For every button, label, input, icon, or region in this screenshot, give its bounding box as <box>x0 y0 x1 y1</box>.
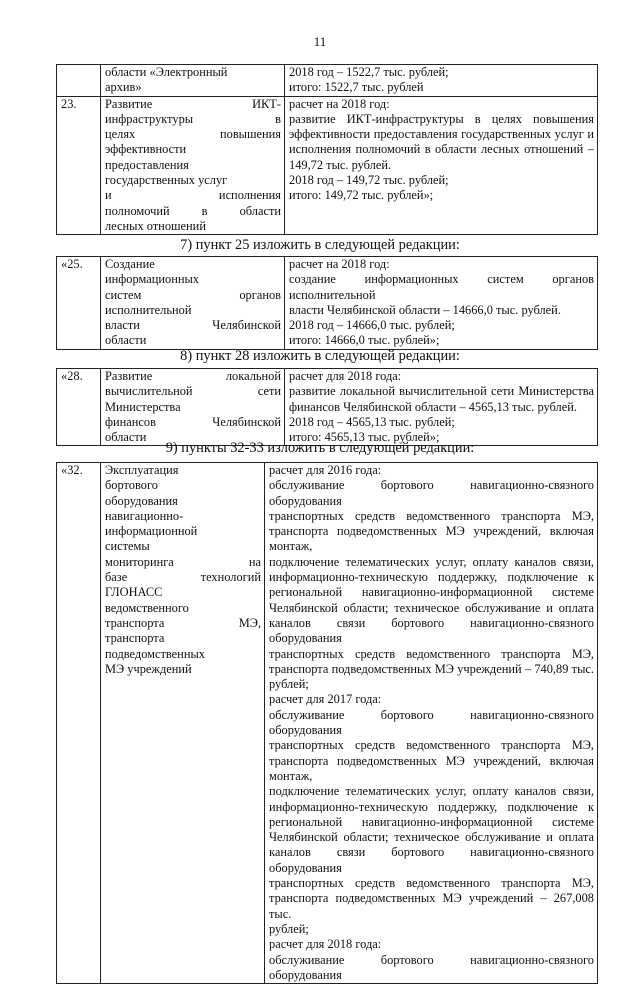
calculation-line: транспортных средств ведомственного транспорта МЭ, <box>269 738 594 753</box>
calculation-line: обслуживание бортового навигационно-связного оборудования <box>269 952 594 982</box>
table-section-prev <box>56 64 598 235</box>
name-line: исполнительной <box>105 302 192 317</box>
calculation-line: информационно-техническую поддержку, подключение к <box>269 570 594 585</box>
table-row <box>57 65 598 97</box>
calculation-line: итого: 14666,0 тыс. рублей»; <box>289 333 440 348</box>
table-row <box>57 463 598 984</box>
section-heading: 7) пункт 25 изложить в следующей редакции: <box>180 237 460 253</box>
item-calculation <box>285 257 598 350</box>
item-name <box>101 257 285 350</box>
item-name <box>101 369 285 446</box>
calculation-line: создание информационных систем органов исполнительной <box>289 272 594 302</box>
calculation-line: исполнения полномочий в области лесных отношений – <box>289 142 594 157</box>
calculation-line: транспорта подведомственных МЭ учреждений – 740,89 тыс. <box>269 661 594 676</box>
name-line: Министерства <box>105 399 181 414</box>
calculation-line: Челябинской области; техническое обслуживание и оплата <box>269 830 594 845</box>
calculation-line: обслуживание бортового навигационно-связного оборудования <box>269 707 594 738</box>
calculation-line: подключение телематических услуг, оплату каналов связи, <box>269 554 594 569</box>
calculation-line: транспорта подведомственных МЭ учреждений, включая монтаж, <box>269 524 594 554</box>
calculation-line: региональной навигационно-информационной системе <box>269 585 594 600</box>
name-line: информационных <box>105 272 199 287</box>
row-number: 23. <box>57 96 101 235</box>
table-row <box>57 96 598 235</box>
name-line: ГЛОНАСС <box>105 585 163 600</box>
name-line: базе технологий <box>105 570 261 585</box>
name-line: системы <box>105 539 150 554</box>
name-line: области <box>105 333 147 348</box>
row-number: «28. <box>57 369 101 446</box>
section-heading: 8) пункт 28 изложить в следующей редакции: <box>180 348 460 364</box>
calculation-line: рублей; <box>269 677 309 692</box>
name-line: Развитие ИКТ- <box>105 96 281 111</box>
name-line: систем органов <box>105 287 281 302</box>
calculation-line: подключение телематических услуг, оплату каналов связи, <box>269 784 594 799</box>
name-line: подведомственных <box>105 646 205 661</box>
item-calculation <box>285 369 598 446</box>
calculation-line: расчет для 2017 года: <box>269 692 382 707</box>
row-number: «25. <box>57 257 101 350</box>
item-calculation <box>285 65 598 97</box>
calculation-line: региональной навигационно-информационной системе <box>269 814 594 829</box>
calculation-line: развитие ИКТ-инфраструктуры в целях повышения <box>289 111 594 126</box>
calculation-line: обслуживание бортового навигационно-связного оборудования <box>269 478 594 508</box>
item-calculation <box>285 96 598 235</box>
calculation-line: транспортных средств ведомственного транспорта МЭ, <box>269 876 594 891</box>
name-line: транспорта МЭ, <box>105 615 261 630</box>
calculation-line: транспортных средств ведомственного транспорта МЭ, <box>269 646 594 661</box>
calculation-line: расчет на 2018 год: <box>289 96 390 111</box>
calculation-line: 2018 год – 4565,13 тыс. рублей; <box>289 414 455 429</box>
calculation-line: итого: 1522,7 тыс. рублей <box>289 80 424 95</box>
calculation-line: расчет для 2016 года: <box>269 463 382 477</box>
calculation-line: Челябинской области; техническое обслуживание и оплата <box>269 600 594 615</box>
table-section-25 <box>56 256 598 350</box>
name-line: целях повышения <box>105 127 281 142</box>
calculation-line: расчет для 2018 года: <box>289 369 402 383</box>
name-line: МЭ учреждений <box>105 661 192 676</box>
name-line: оборудования <box>105 493 178 508</box>
section-heading: 9) пункты 32-33 изложить в следующей редакции: <box>165 440 475 456</box>
calculation-line: 2018 год – 14666,0 тыс. рублей; <box>289 318 455 333</box>
name-line: Создание <box>105 257 155 271</box>
calculation-line: развитие локальной вычислительной сети Министерства <box>289 384 594 399</box>
name-line: мониторинга на <box>105 554 261 569</box>
name-line: власти Челябинской <box>105 318 281 333</box>
calculation-line: рублей; <box>269 921 309 936</box>
table-row <box>57 257 598 350</box>
page-number: 11 <box>313 34 327 49</box>
calculation-line: каналов связи бортового навигационно-связного оборудования <box>269 615 594 646</box>
name-line: инфраструктуры в <box>105 111 281 126</box>
calculation-line: транспортных средств ведомственного транспорта МЭ, <box>269 508 594 523</box>
name-line: эффективности <box>105 142 187 157</box>
calculation-line: итого: 4565,13 тыс. рублей»; <box>289 430 440 445</box>
table-row <box>57 369 598 446</box>
calculation-line: 2018 год – 1522,7 тыс. рублей; <box>289 65 449 79</box>
calculation-line: расчет для 2018 года: <box>269 937 382 952</box>
item-name <box>101 65 285 97</box>
calculation-line: 149,72 тыс. рублей. <box>289 157 392 172</box>
row-number <box>57 65 101 97</box>
name-line: вычислительной сети <box>105 384 281 399</box>
name-line: Эксплуатация <box>105 463 179 477</box>
item-name <box>101 463 265 984</box>
name-line: транспорта <box>105 631 165 646</box>
name-line: информационной <box>105 524 198 539</box>
calculation-line: информационно-техническую поддержку, подключение к <box>269 799 594 814</box>
calculation-line: итого: 149,72 тыс. рублей»; <box>289 188 434 203</box>
name-line: полномочий в области <box>105 203 281 218</box>
name-line: бортового <box>105 478 158 493</box>
name-line: лесных отношений <box>105 218 206 233</box>
calculation-line: расчет на 2018 год: <box>289 257 390 271</box>
calculation-line: эффективности предоставления государственных услуг и <box>289 127 594 142</box>
name-line: области «Электронный <box>105 65 228 79</box>
calculation-line: транспорта подведомственных МЭ учреждений – 267,008 тыс. <box>269 891 594 921</box>
calculation-line: финансов Челябинской области – 4565,13 тыс. рублей. <box>289 399 577 414</box>
name-line: области <box>105 430 147 445</box>
name-line: ведомственного <box>105 600 189 615</box>
name-line: Развитие локальной <box>105 369 281 383</box>
item-name <box>101 96 285 235</box>
calculation-line: каналов связи бортового навигационно-связного оборудования <box>269 845 594 875</box>
name-line: государственных услуг <box>105 173 228 188</box>
calculation-line: 2018 год – 149,72 тыс. рублей; <box>289 173 449 188</box>
item-calculation <box>265 463 598 984</box>
name-line: навигационно- <box>105 508 184 523</box>
row-number: «32. <box>57 463 101 984</box>
calculation-line: власти Челябинской области – 14666,0 тыс. рублей. <box>289 302 561 317</box>
calculation-line: транспорта подведомственных МЭ учреждений, включая монтаж, <box>269 753 594 783</box>
name-line: архив» <box>105 80 142 95</box>
name-line: и исполнения <box>105 188 281 203</box>
table-section-32 <box>56 462 598 984</box>
name-line: предоставления <box>105 157 189 172</box>
table-section-28 <box>56 368 598 446</box>
name-line: финансов Челябинской <box>105 414 281 429</box>
